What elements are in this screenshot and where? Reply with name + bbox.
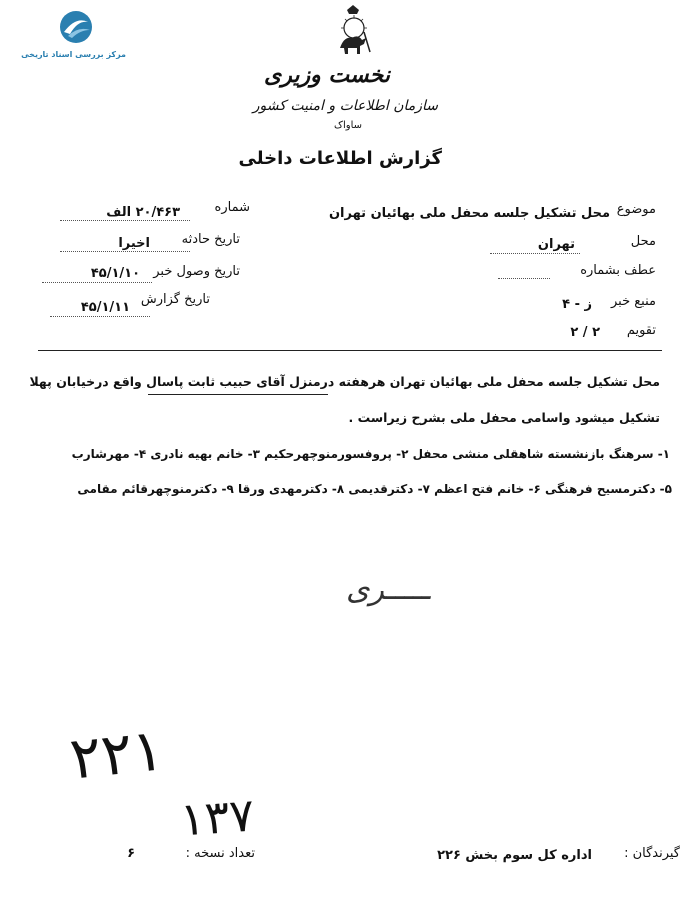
source-value: ز - ۴ [562,297,592,312]
emblem [330,4,376,60]
reference-label: عطف بشماره [580,263,656,278]
archive-logo [21,8,126,68]
location-dotline [490,253,580,254]
incident-date-value: اخیرا [118,236,150,251]
agency-code: ساواک [334,120,362,131]
office-name: نخست وزیری [264,62,390,88]
subject-label: موضوع [616,202,656,217]
body-line-4: ۵- دکترمسیح فرهنگی ۶- خانم فتح اعظم ۷- دکترقدیمی ۸- دکترمهدی ورقا ۹- دکترمنوچهرقائم مقامی [77,482,672,496]
agency-name: سازمان اطلاعات و امنیت کشور [252,98,438,114]
incident-date-dotline [60,251,190,252]
separator-line [38,350,662,351]
body-line-1: محل تشکیل جلسه محفل ملی بهائیان تهران هرهفته درمنزل آقای حبیب ثابت پاسال واقع درخیابان پهلا [29,374,660,389]
underline-name [148,394,328,395]
report-title: گزارش اطلاعات داخلی [238,148,442,169]
recipients-label: گیرندگان : [624,846,680,861]
incident-date-label: تاریخ حادثه [181,232,240,247]
number-dotline [60,220,190,221]
handwritten-mark: ۲۲۱ [66,715,167,793]
copies-value: ۶ [127,846,135,861]
lion-and-sun-emblem-icon [330,4,376,60]
body-line-2: تشکیل میشود واسامی محفل ملی بشرح زیراست . [348,410,660,425]
news-received-value: ۴۵/۱/۱۰ [90,266,140,281]
copies-label: تعداد نسخه : [185,846,255,861]
report-date-label: تاریخ گزارش [140,292,210,307]
body-line-3: ۱- سرهنگ بازنشسته شاهقلی منشی محفل ۲- پروفسورمنوچهرحکیم ۳- خانم بهیه نادری ۴- مهرشارب [71,447,670,461]
news-received-dotline [42,282,152,283]
news-received-label: تاریخ وصول خبر [153,264,240,279]
recipients-value: اداره کل سوم بخش ۲۲۶ [437,848,592,863]
watermark-text: مرکز بررسی اسناد تاریخی [21,50,126,59]
subject-value: محل تشکیل جلسه محفل ملی بهائیان تهران [328,206,610,221]
report-date-value: ۴۵/۱/۱۱ [80,300,130,315]
evaluation-value: ۲ / ۲ [570,325,600,340]
handwritten-signature: ـــــرى [346,572,430,607]
location-label: محل [630,234,656,249]
evaluation-label: تقویم [626,323,656,338]
number-label: شماره [214,200,250,215]
archive-logo-icon [56,8,96,46]
source-label: منبع خبر [611,294,656,309]
reference-dotline [498,278,550,279]
handwritten-number: ۱۳۷ [178,787,256,847]
report-date-dotline [50,316,150,317]
number-value: ۲۰/۴۶۳ الف [106,205,180,220]
location-value: تهران [537,237,575,252]
